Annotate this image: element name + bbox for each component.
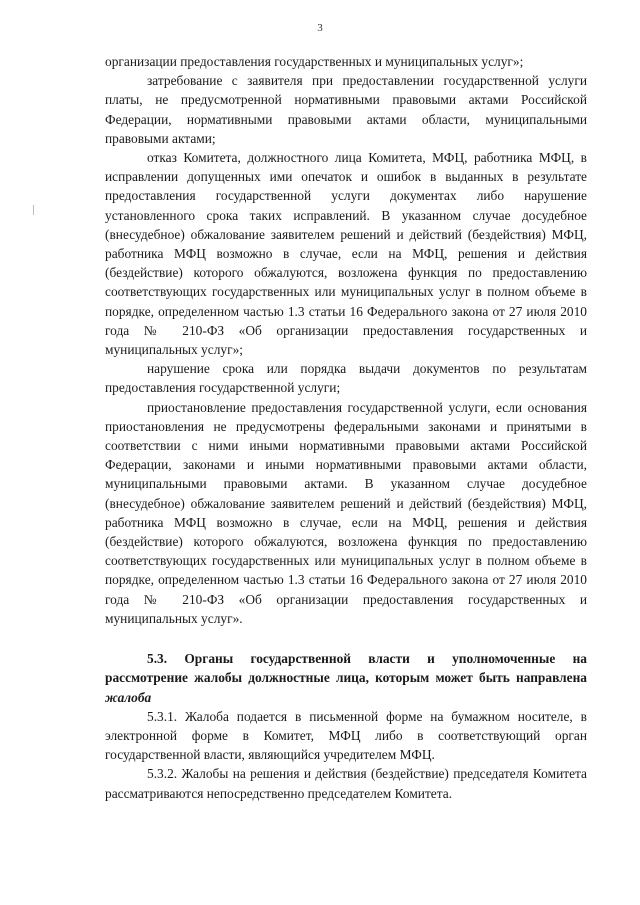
clause-5-3-2: 5.3.2. Жалобы на решения и действия (бездействие) председателя Комитета рассматриваются непосредственно председателем Комитета. [105, 766, 587, 801]
margin-mark [33, 205, 34, 215]
paragraph: затребование с заявителя при предоставлении государственной услуги платы, не предусмотренной нормативными правовыми актами Российской Федерации, нормативными правовыми актами области, муниципальными правовыми актами; [105, 73, 587, 146]
page-number: 3 [317, 22, 323, 34]
paragraph: приостановление предоставления государственной услуги, если основания приостановления не предусмотрены федеральными законами и принятыми в соответствии с ними иными нормативными правовыми актами Российской Федерации, законами и иными нормативными правовыми актами области, муниципальными правовыми актами. В указанном случае досудебное (внесудебное) обжалование заявителем решений и действий (бездействия) МФЦ, работника МФЦ возможно в случае, если на МФЦ, решения и действия (бездействие) которого обжалуются, возложена функция по предоставлению соответствующих государственных или муниципальных услуг в полном объеме в порядке, определенном частью 1.3 статьи 16 Федерального закона от 27 июля 2010 года № 210-ФЗ «Об организации предоставления государственных и муниципальных услуг». [105, 399, 587, 626]
paragraph: отказ Комитета, должностного лица Комитета, МФЦ, работника МФЦ, в исправлении допущенных ими опечаток и ошибок в выданных в результате предоставления государственной услуги документах либо нарушение установленного срока таких исправлений. В указанном случае досудебное (внесудебное) обжалование заявителем решений и действий (бездействия) МФЦ, работника МФЦ возможно в случае, если на МФЦ, решения и действия (бездействие) которого обжалуются, возложена функция по предоставлению соответствующих государственных или муниципальных услуг в полном объеме в порядке, определенном частью 1.3 статьи 16 Федерального закона от 27 июля 2010 года № 210-ФЗ «Об организации предоставления государственных и муниципальных услуг»; [105, 150, 587, 358]
document-body [105, 52, 587, 803]
section-heading-tail: жалоба [105, 689, 152, 705]
section-heading [105, 649, 587, 707]
paragraph: нарушение срока или порядка выдачи документов по результатам предоставления государственной услуги; [105, 361, 587, 396]
section-spacer [105, 628, 587, 649]
paragraph: организации предоставления государственных и муниципальных услуг»; [105, 54, 524, 69]
section-heading-text: 5.3. Органы государственной власти и уполномоченные на рассмотрение жалобы должностные лица, которым может быть направлена [105, 651, 587, 686]
clause-5-3-1: 5.3.1. Жалоба подается в письменной форме на бумажном носителе, в электронной форме в Комитет, МФЦ либо в соответствующий орган государственной власти, являющийся учредителем МФЦ. [105, 708, 587, 763]
